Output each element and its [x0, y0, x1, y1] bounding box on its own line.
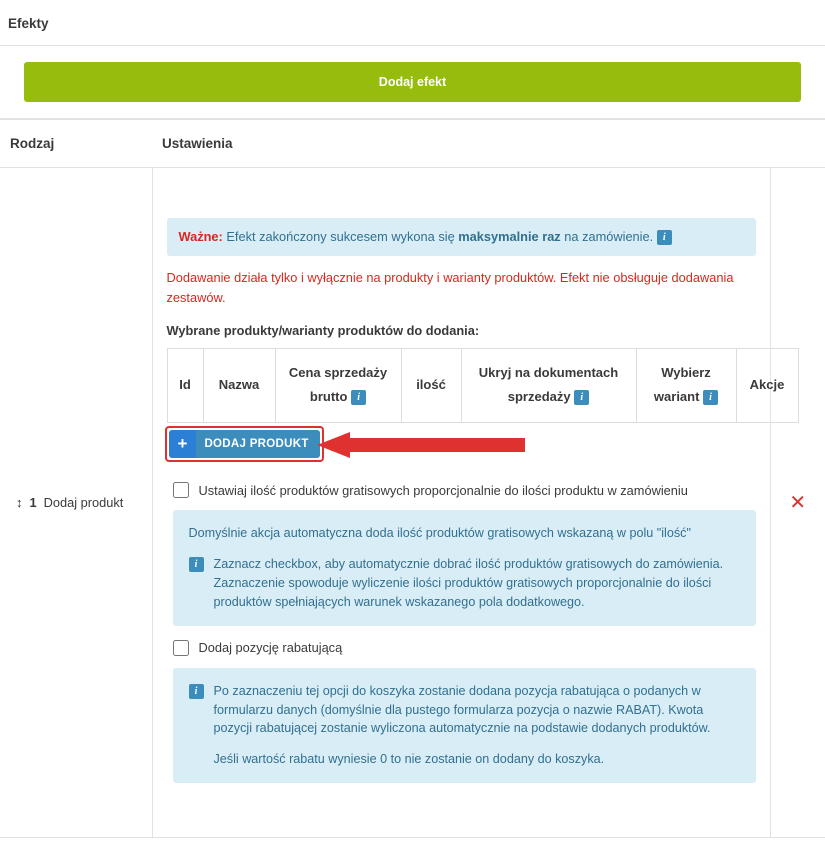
alert-text-2: na zamówienie.: [560, 228, 657, 244]
effect-type-cell: [0, 168, 152, 838]
alert-bold-prefix: Ważne:: [178, 228, 223, 244]
discount-info-text: Po zaznaczeniu tej opcji do koszyka zostanie dodana pozycja rabatująca o podanych w formularzu danych (domyślnie dla pustego formularza pozycja o nazwie RABAT). Kwota pozycji rabatującej zostanie wyliczona automatycznie na podstawie dodanych produktów.: [213, 683, 711, 736]
effects-table: [0, 119, 825, 838]
effect-name: Dodaj produkt: [43, 495, 124, 510]
product-column-ilosc: [401, 348, 461, 422]
page-title: Efekty: [8, 16, 49, 31]
effect-actions-cell: [770, 168, 825, 838]
info-icon[interactable]: i: [574, 390, 589, 405]
proportional-info-panel: [173, 510, 756, 626]
product-column-ukryj-label: Ukryj na dokumentach sprzedaży: [478, 364, 619, 405]
add-effect-wrap: [0, 46, 825, 118]
selected-products-subheading: Wybrane produkty/warianty produktów do dodania:: [166, 322, 480, 338]
discount-position-option[interactable]: [167, 640, 756, 656]
product-column-akcje-label: Akcje: [749, 377, 785, 393]
product-column-nazwa-label: Nazwa: [218, 377, 260, 393]
proportional-quantity-checkbox[interactable]: [173, 482, 189, 498]
add-product-row: [167, 422, 756, 468]
alert-bold-mid: maksymalnie raz: [458, 228, 561, 244]
close-icon[interactable]: ✕: [789, 491, 807, 514]
product-column-wariant: [636, 348, 736, 422]
selected-products-table: [167, 348, 799, 423]
effect-settings-cell: [152, 168, 785, 838]
product-column-nazwa: [203, 348, 275, 422]
info-icon[interactable]: i: [657, 230, 672, 245]
column-header-ustawienia: Ustawienia: [152, 120, 770, 168]
effects-panel: [0, 45, 825, 119]
add-effect-button[interactable]: Dodaj efekt: [24, 62, 801, 102]
discount-info-extra: Jeśli wartość rabatu wyniesie 0 to nie zostanie on dodany do koszyka.: [213, 752, 605, 767]
alert-text-1: Efekt zakończony sukcesem wykona się: [222, 228, 459, 244]
product-column-ilosc-label: ilość: [416, 377, 446, 393]
info-icon[interactable]: i: [703, 390, 718, 405]
info-icon[interactable]: i: [351, 390, 366, 405]
proportional-info-default: Domyślnie akcja automatyczna doda ilość produktów gratisowych wskazaną w polu "ilość": [188, 526, 691, 541]
info-icon[interactable]: i: [189, 557, 204, 572]
column-header-actions: [770, 120, 825, 168]
important-alert: [167, 218, 756, 257]
product-column-id: [167, 348, 203, 422]
product-column-id-label: Id: [179, 377, 191, 393]
table-row: [0, 168, 825, 838]
plus-icon: +: [169, 430, 197, 458]
proportional-quantity-option[interactable]: [167, 482, 756, 498]
add-product-highlight: [165, 426, 324, 462]
drag-handle-icon[interactable]: ↕: [16, 495, 23, 510]
proportional-quantity-label[interactable]: Ustawiaj ilość produktów gratisowych proporcjonalnie do ilości produktu w zamówieniu: [198, 482, 688, 498]
column-header-rodzaj: Rodzaj: [0, 120, 152, 168]
effects-table-header-row: [0, 120, 825, 168]
product-column-ukryj: [461, 348, 636, 422]
discount-position-label[interactable]: Dodaj pozycję rabatującą: [198, 640, 343, 656]
warning-text: Dodawanie działa tylko i wyłącznie na produkty i warianty produktów. Efekt nie obsługuje dodawania zestawów.: [166, 270, 734, 305]
discount-info-panel: [173, 668, 756, 784]
proportional-info-text: Zaznacz checkbox, aby automatycznie dobrać ilość produktów gratisowych do zamówienia. Zaznaczenie spowoduje wyliczenie ilości produktów gratisowych proporcjonalnie do ilości produktów spełniających warunek wskazanego pola dodatkowego.: [213, 556, 724, 609]
products-header-row: [167, 348, 798, 422]
effect-number: 1: [29, 495, 37, 510]
product-column-cena: [275, 348, 401, 422]
add-product-button[interactable]: [169, 430, 320, 458]
info-icon[interactable]: i: [189, 684, 204, 699]
discount-position-checkbox[interactable]: [173, 640, 189, 656]
add-product-label: DODAJ PRODUKT: [196, 430, 319, 458]
product-column-wariant-label: Wybierz wariant: [653, 364, 711, 405]
product-column-cena-label: Cena sprzedaży brutto: [288, 364, 388, 405]
